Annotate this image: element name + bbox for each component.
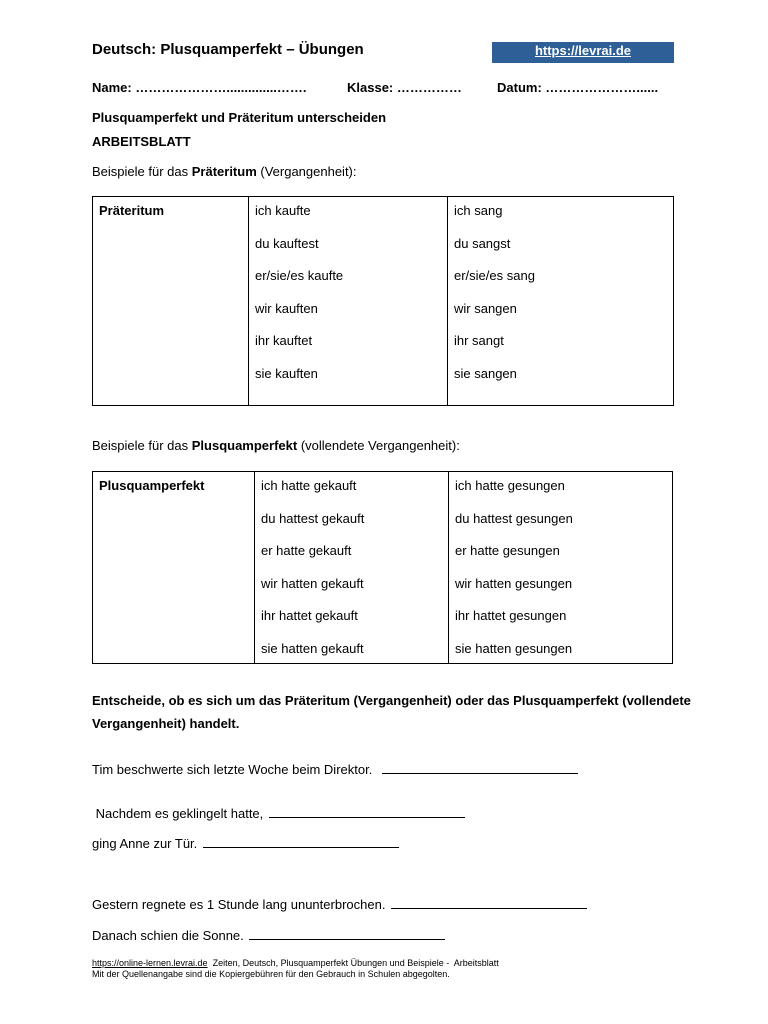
- praeteritum-table: [92, 196, 674, 406]
- page-title: Deutsch: Plusquamperfekt – Übungen: [92, 41, 364, 58]
- conjugation: sie hatten gesungen: [455, 640, 573, 656]
- praeteritum-col-singen: [448, 197, 674, 406]
- conjugation: sie kauften: [255, 365, 318, 381]
- conjugation: ich kaufte: [255, 203, 311, 218]
- answer-blank[interactable]: [249, 929, 445, 940]
- sentence-text: Nachdem es geklingelt hatte,: [92, 806, 264, 821]
- exercise-item-2: [92, 806, 465, 821]
- praeteritum-caption: Beispiele für das Präteritum (Vergangenheit):: [92, 164, 357, 179]
- plusquamperfekt-col-singen: [449, 472, 673, 664]
- answer-blank[interactable]: [382, 763, 578, 774]
- conjugation: er hatte gekauft: [261, 543, 352, 558]
- exercise-instruction: Entscheide, ob es sich um das Präteritum (Vergangenheit) oder das Plusquamperfekt (vollendete Vergangenheit) handelt.: [92, 693, 691, 731]
- datum-field[interactable]: Datum: …………………......: [497, 80, 659, 95]
- sheet-label: ARBEITSBLATT: [92, 134, 191, 149]
- footer: [92, 958, 499, 980]
- answer-blank[interactable]: [203, 837, 399, 848]
- conjugation: wir kauften: [255, 300, 318, 316]
- answer-blank[interactable]: [391, 898, 587, 909]
- footer-line-2: Mit der Quellenangabe sind die Kopiergebühren für den Gebrauch in Schulen abgegolten.: [92, 969, 450, 979]
- exercise-item-1: [92, 762, 578, 777]
- conjugation: er/sie/es sang: [454, 268, 535, 283]
- conjugation: er hatte gesungen: [455, 543, 560, 558]
- conjugation: ich sang: [454, 203, 503, 218]
- plusquamperfekt-table: [92, 471, 673, 664]
- sentence-text: Gestern regnete es 1 Stunde lang ununterbrochen.: [92, 897, 386, 912]
- answer-blank[interactable]: [269, 807, 465, 818]
- name-field[interactable]: Name: …………………..............…….: [92, 80, 307, 95]
- conjugation: wir hatten gekauft: [261, 575, 364, 591]
- conjugation: ich hatte gekauft: [261, 478, 357, 493]
- praeteritum-label-cell: Präteritum: [93, 197, 249, 406]
- praeteritum-col-kaufen: [249, 197, 448, 406]
- plusquamperfekt-col-kaufen: [255, 472, 449, 664]
- sentence-text: ging Anne zur Tür.: [92, 836, 198, 851]
- footer-link[interactable]: https://online-lernen.levrai.de: [92, 958, 208, 968]
- sentence-text: Danach schien die Sonne.: [92, 928, 244, 943]
- conjugation: du sangst: [454, 235, 511, 251]
- conjugation: du hattest gesungen: [455, 510, 573, 526]
- footer-line-1: https://online-lernen.levrai.de Zeiten, Deutsch, Plusquamperfekt Übungen und Beispiele - Arbeitsblatt: [92, 958, 499, 968]
- exercise-item-5: [92, 928, 445, 943]
- plusquamperfekt-caption: Beispiele für das Plusquamperfekt (vollendete Vergangenheit):: [92, 438, 460, 453]
- conjugation: wir sangen: [454, 300, 517, 316]
- conjugation: sie hatten gekauft: [261, 640, 364, 656]
- conjugation: ihr kauftet: [255, 333, 313, 348]
- exercise-item-3: [92, 836, 399, 851]
- conjugation: ich hatte gesungen: [455, 478, 565, 493]
- plusquamperfekt-label-cell: Plusquamperfekt: [93, 472, 255, 664]
- conjugation: wir hatten gesungen: [455, 575, 573, 591]
- exercise-item-4: [92, 897, 587, 912]
- conjugation: sie sangen: [454, 365, 517, 381]
- conjugation: du hattest gekauft: [261, 510, 365, 526]
- klasse-field[interactable]: Klasse: ……………: [347, 80, 462, 95]
- conjugation: er/sie/es kaufte: [255, 268, 344, 283]
- conjugation: ihr hattet gesungen: [455, 608, 567, 623]
- sentence-text: Tim beschwerte sich letzte Woche beim Direktor.: [92, 762, 373, 777]
- conjugation: ihr hattet gekauft: [261, 608, 358, 623]
- section-heading: Plusquamperfekt und Präteritum unterscheiden: [92, 110, 387, 125]
- conjugation: du kauftest: [255, 235, 319, 251]
- conjugation: ihr sangt: [454, 333, 504, 348]
- site-url-link[interactable]: https://levrai.de: [492, 42, 674, 63]
